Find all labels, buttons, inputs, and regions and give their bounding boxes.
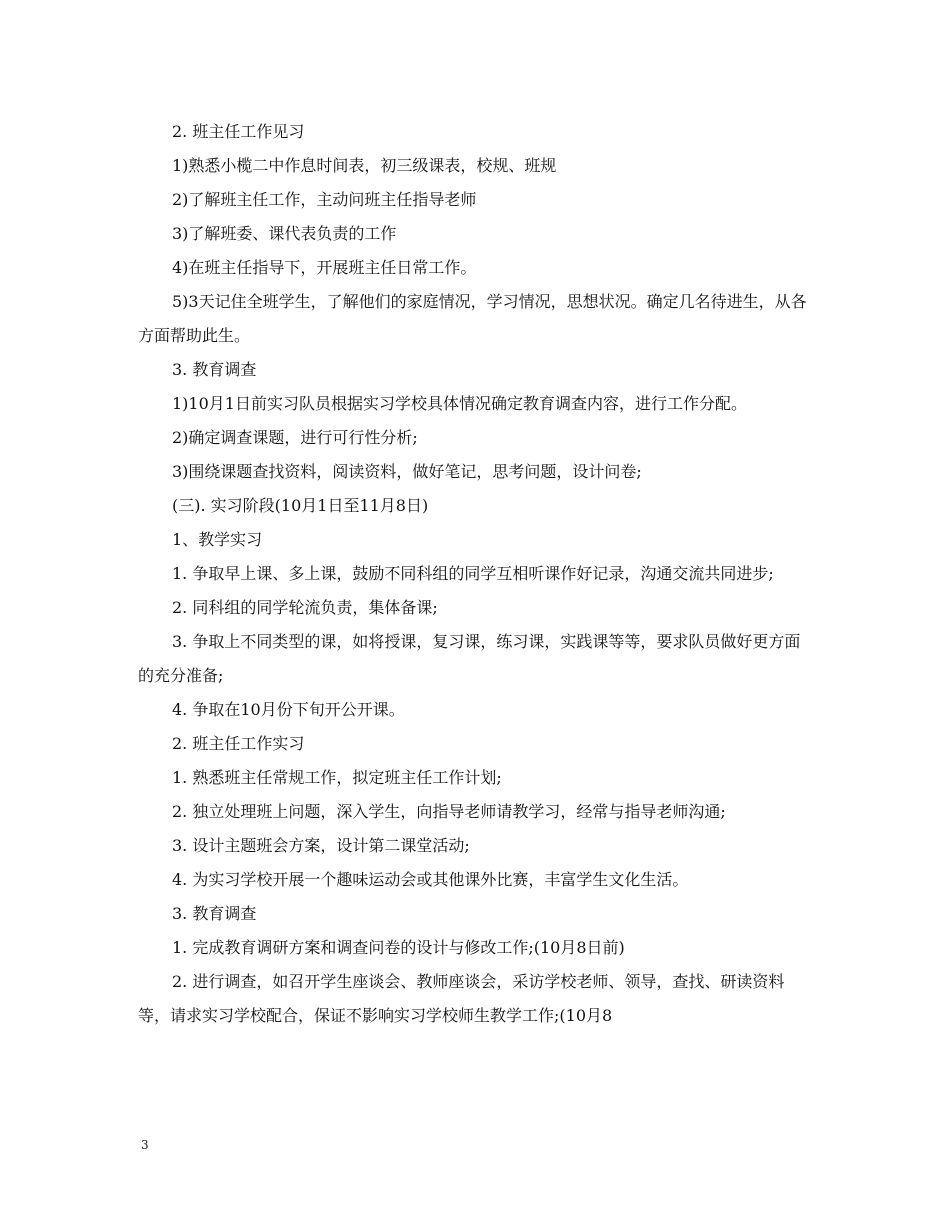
paragraph: 1、教学实习 [172,530,263,549]
paragraph: 4)在班主任指导下，开展班主任日常工作。 [172,258,477,277]
paragraph: 4. 为实习学校开展一个趣味运动会或其他课外比赛，丰富学生文化生活。 [172,870,689,889]
paragraph: 5)3天记住全班学生，了解他们的家庭情况，学习情况，思想状况。确定几名待进生，从各方面帮助此生。 [138,292,807,345]
paragraph: 3. 教育调查 [172,360,257,379]
paragraph: 2. 班主任工作见习 [172,122,305,141]
paragraph: 2. 班主任工作实习 [172,734,305,753]
paragraph: 3)了解班委、课代表负责的工作 [172,224,397,243]
paragraph: 2)确定调查课题，进行可行性分析; [172,428,418,447]
paragraph: 2. 独立处理班上问题，深入学生，向指导老师请教学习，经常与指导老师沟通; [172,802,726,821]
paragraph: 1. 熟悉班主任常规工作，拟定班主任工作计划; [172,768,502,787]
paragraph: 2. 同科组的同学轮流负责，集体备课; [172,598,438,617]
paragraph: (三). 实习阶段(10月1日至11月8日) [172,496,429,515]
paragraph: 3. 设计主题班会方案，设计第二课堂活动; [172,836,470,855]
document-body [138,115,813,1033]
paragraph: 1)熟悉小榄二中作息时间表，初三级课表，校规、班规 [172,156,557,175]
paragraph: 4. 争取在10月份下旬开公开课。 [172,700,405,719]
paragraph: 3)围绕课题查找资料，阅读资料，做好笔记，思考问题，设计问卷; [172,462,642,481]
paragraph: 1. 完成教育调研方案和调查问卷的设计与修改工作;(10月8日前) [172,938,625,957]
paragraph: 2. 进行调查，如召开学生座谈会、教师座谈会，采访学校老师、领导，查找、研读资料等，请求实习学校配合，保证不影响实习学校师生教学工作;(10月8 [138,972,785,1025]
page-number: 3 [141,1138,149,1152]
paragraph: 3. 教育调查 [172,904,257,923]
paragraph: 3. 争取上不同类型的课，如将授课，复习课，练习课，实践课等等，要求队员做好更方面的充分准备; [138,632,801,685]
paragraph: 1. 争取早上课、多上课，鼓励不同科组的同学互相听课作好记录，沟通交流共同进步; [172,564,774,583]
paragraph: 2)了解班主任工作，主动问班主任指导老师 [172,190,477,209]
paragraph: 1)10月1日前实习队员根据实习学校具体情况确定教育调查内容，进行工作分配。 [172,394,747,413]
